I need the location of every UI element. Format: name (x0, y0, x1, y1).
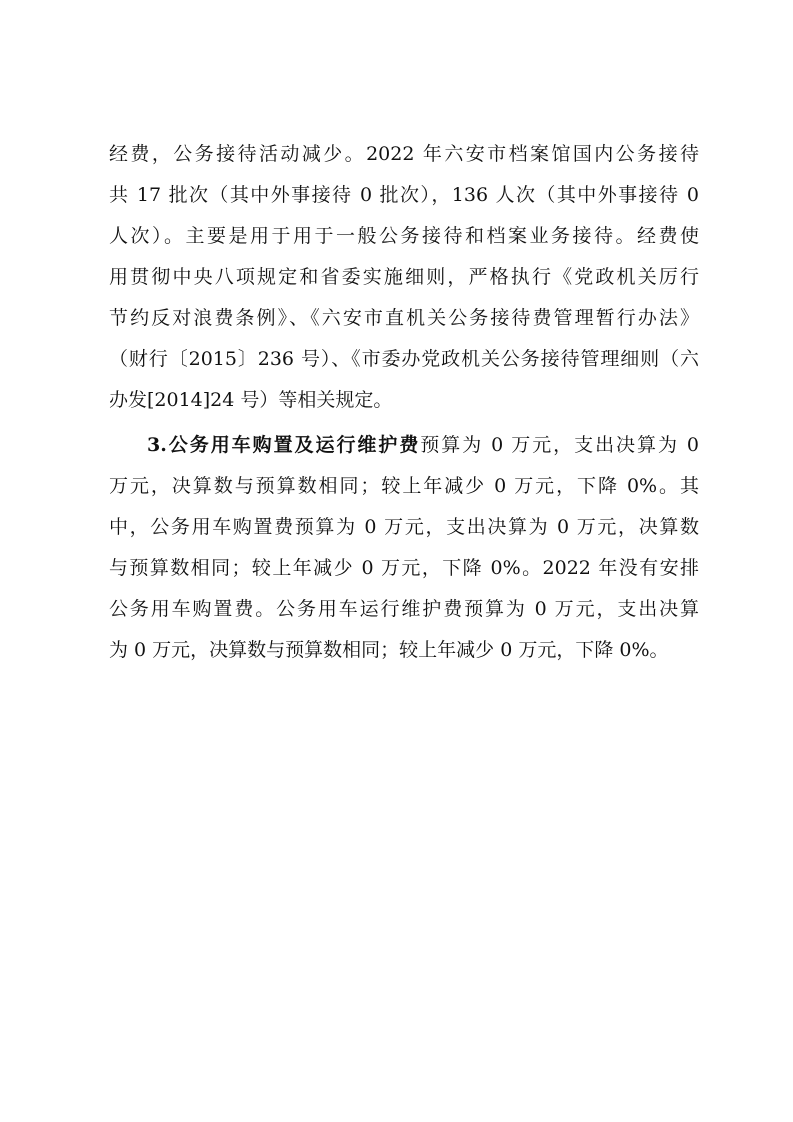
paragraph-1-line-1: 经费，公务接待活动减少。2022 年六安市档案馆国内公务接待 (109, 143, 699, 165)
paragraph-2-line-2: 万元，决算数与预算数相同；较上年减少 0 万元，下降 0%。其 (109, 475, 699, 497)
section-heading: 3.公务用车购置及运行维护费 (147, 434, 421, 456)
paragraph-1-line-5: 节约反对浪费条例》、《六安市直机关公务接待费管理暂行办法》 (109, 307, 699, 329)
paragraph-2-line-6: 为 0 万元，决算数与预算数相同；较上年减少 0 万元，下降 0%。 (109, 639, 669, 661)
paragraph-2-line-1 (147, 425, 699, 465)
paragraph-1-line-7: 办发[2014]24 号）等相关规定。 (109, 389, 393, 411)
paragraph-1-line-2: 共 17 批次（其中外事接待 0 批次），136 人次（其中外事接待 0 (109, 184, 699, 206)
paragraph-2-line-4: 与预算数相同；较上年减少 0 万元，下降 0%。2022 年没有安排 (109, 557, 699, 579)
paragraph-1-line-6: （财行〔2015〕236 号）、《市委办党政机关公务接待管理细则（六 (109, 348, 699, 370)
paragraph-1-line-4: 用贯彻中央八项规定和省委实施细则，严格执行《党政机关厉行 (109, 266, 699, 288)
paragraph-2-line-5: 公务用车购置费。公务用车运行维护费预算为 0 万元，支出决算 (109, 598, 699, 620)
paragraph-1-line-3: 人次）。主要是用于用于一般公务接待和档案业务接待。经费使 (109, 225, 699, 247)
paragraph-2-line-1-text: 预算为 0 万元，支出决算为 0 (420, 434, 700, 456)
paragraph-2-line-3: 中，公务用车购置费预算为 0 万元，支出决算为 0 万元，决算数 (109, 516, 699, 538)
